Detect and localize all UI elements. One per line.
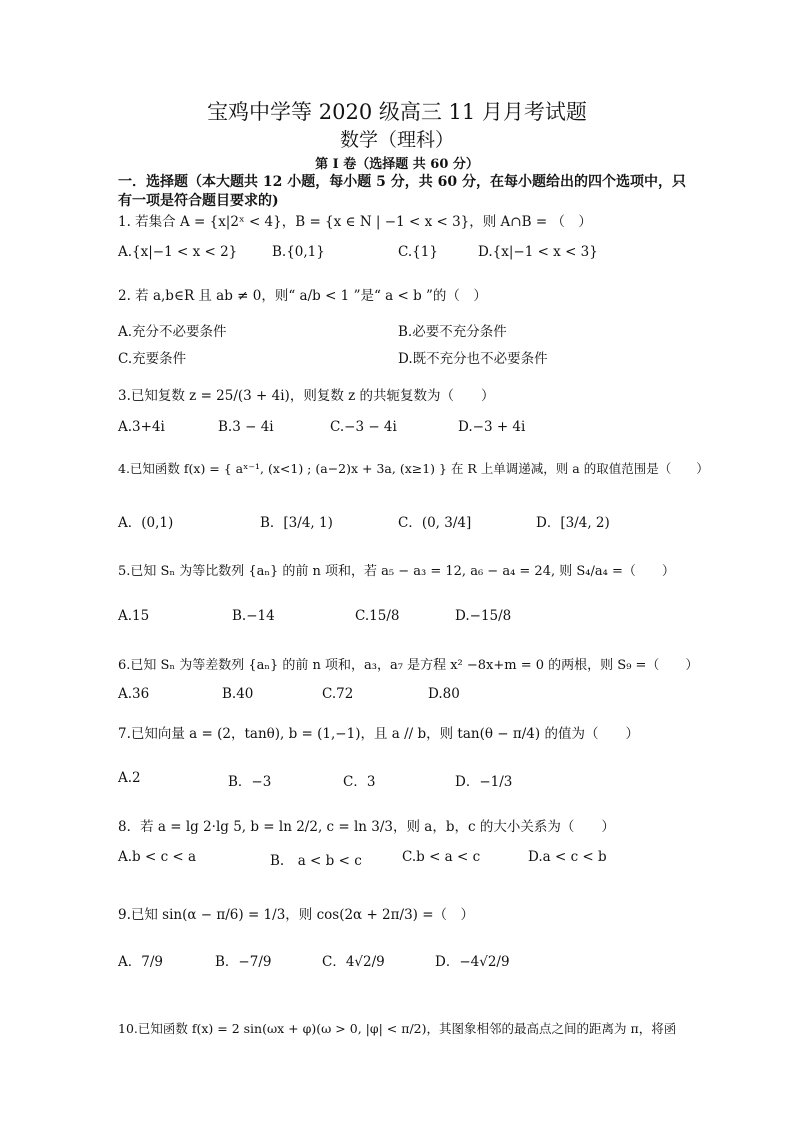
question-8-option-c: C.b < a < c — [402, 849, 481, 865]
question-1-option-d: D.{x|−1 < x < 3} — [478, 244, 598, 260]
question-6-option-d: D.80 — [428, 686, 460, 702]
question-7-option-c: C．3 — [343, 774, 376, 790]
question-7-option-d: D．−1/3 — [455, 774, 513, 790]
question-3-stem: 3.已知复数 z = 25/(3 + 4i)，则复数 z 的共轭复数为（ ） — [118, 388, 495, 404]
section-heading: 第 I 卷（选择题 共 60 分） — [315, 157, 479, 172]
question-9-stem: 9.已知 sin(α − π/6) = 1/3，则 cos(2α + 2π/3) =（ ） — [118, 907, 475, 923]
question-6-option-c: C.72 — [322, 686, 354, 702]
exam-subtitle: 数学（理科） — [339, 129, 454, 151]
question-7-option-b: B．−3 — [228, 774, 272, 790]
question-9-option-b: B．−7/9 — [215, 954, 272, 970]
question-8-option-d: D.a < c < b — [528, 849, 607, 865]
question-10-stem: 10.已知函数 f(x) = 2 sin(ωx + φ)(ω > 0, |φ| < π/2)，其图象相邻的最高点之间的距离为 π，将函 — [118, 1021, 677, 1036]
question-1-option-c: C.{1} — [398, 244, 438, 260]
question-9-option-a: A．7/9 — [118, 954, 163, 970]
exam-title: 宝鸡中学等 2020 级高三 11 月月考试题 — [207, 100, 587, 124]
question-1-stem: 1. 若集合 A = {x|2ˣ < 4}，B = {x ∈ N | −1 < x < 3}，则 A∩B = （ ） — [118, 214, 592, 230]
question-8-stem: 8．若 a = lg 2·lg 5, b = ln 2/2, c = ln 3/3，则 a，b，c 的大小关系为（ ） — [118, 819, 615, 835]
question-8-option-a: A.b < c < a — [118, 849, 197, 865]
question-2-option-d: D.既不充分也不必要条件 — [398, 351, 548, 367]
question-5-option-d: D.−15/8 — [455, 608, 512, 624]
question-2-option-b: B.必要不充分条件 — [398, 324, 507, 340]
question-3-option-d: D.−3 + 4i — [458, 419, 526, 435]
question-1-option-b: B.{0,1} — [272, 244, 325, 260]
question-5-option-c: C.15/8 — [355, 608, 400, 624]
question-6-stem: 6.已知 Sₙ 为等差数列 {aₙ} 的前 n 项和，a₃，a₇ 是方程 x² −8x+m = 0 的两根，则 S₉ =（ ） — [118, 658, 699, 673]
question-3-option-b: B.3 − 4i — [218, 419, 274, 435]
question-5-option-b: B.−14 — [232, 608, 275, 624]
question-7-option-a: A.2 — [118, 770, 141, 786]
question-9-option-c: C．4√2/9 — [322, 954, 385, 970]
question-4-option-b: B．[3/4, 1) — [260, 515, 333, 531]
question-4-option-c: C．(0, 3/4] — [398, 515, 472, 531]
question-2-option-a: A.充分不必要条件 — [118, 324, 227, 340]
question-2-stem: 2. 若 a,b∈R 且 ab ≠ 0，则“ a/b < 1 ”是“ a < b ”的（ ） — [118, 288, 487, 304]
question-9-option-d: D．−4√2/9 — [435, 954, 510, 970]
question-5-option-a: A.15 — [118, 608, 150, 624]
part-instructions-line1: 一．选择题（本大题共 12 小题，每小题 5 分，共 60 分，在每小题给出的四个选项中，只 — [118, 174, 686, 190]
question-4-option-a: A．(0,1) — [118, 515, 174, 531]
question-3-option-c: C.−3 − 4i — [330, 419, 397, 435]
question-4-stem: 4.已知函数 f(x) = { aˣ⁻¹, (x<1) ; (a−2)x + 3a, (x≥1) } 在 R 上单调递减，则 a 的取值范围是（ ） — [118, 461, 709, 476]
part-instructions-line2: 有一项是符合题目要求的) — [118, 193, 279, 209]
question-6-option-b: B.40 — [222, 686, 254, 702]
question-5-stem: 5.已知 Sₙ 为等比数列 {aₙ} 的前 n 项和，若 a₅ − a₃ = 12, a₆ − a₄ = 24, 则 S₄/a₄ =（ ） — [118, 564, 675, 579]
question-4-option-d: D．[3/4, 2) — [536, 515, 610, 531]
question-3-option-a: A.3+4i — [118, 419, 165, 435]
question-8-option-b: B. a < b < c — [270, 853, 362, 869]
question-1-option-a: A.{x|−1 < x < 2} — [118, 244, 238, 260]
question-2-option-c: C.充要条件 — [118, 351, 187, 367]
question-6-option-a: A.36 — [118, 686, 150, 702]
question-7-stem: 7.已知向量 a = (2，tanθ), b = (1,−1)，且 a // b，则 tan(θ − π/4) 的值为（ ） — [118, 726, 639, 742]
